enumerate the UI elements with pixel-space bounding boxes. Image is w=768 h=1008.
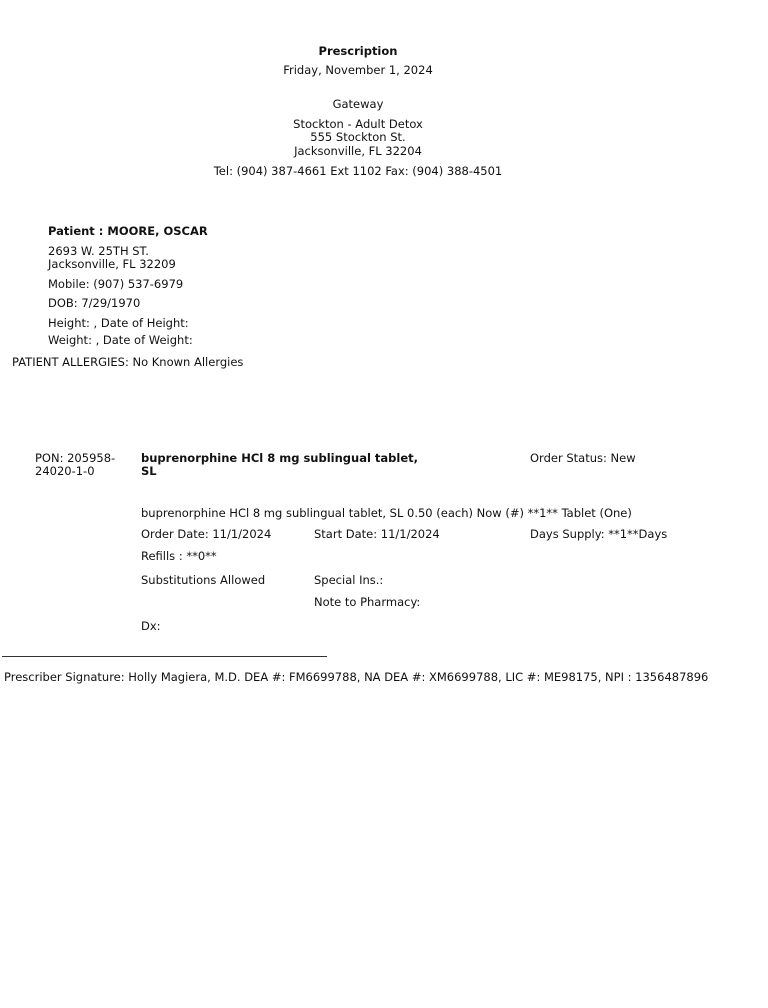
order-status: Order Status: New [530, 451, 636, 465]
pon-line1: PON: 205958- [35, 451, 116, 465]
start-date: Start Date: 11/1/2024 [314, 527, 440, 541]
patient-dob: DOB: 7/29/1970 [48, 296, 141, 310]
patient-name: Patient : MOORE, OSCAR [48, 224, 208, 238]
drug-name-line1: buprenorphine HCl 8 mg sublingual tablet, [141, 451, 419, 465]
facility-contact: Tel: (904) 387-4661 Ext 1102 Fax: (904) 388-4501 [213, 164, 503, 178]
prescriber-signature: Prescriber Signature: Holly Magiera, M.D. DEA #: FM6699788, NA DEA #: XM6699788, LIC #: ME98175, NPI : 1356487896 [4, 670, 709, 684]
patient-height: Height: , Date of Height: [48, 316, 189, 330]
special-instructions: Special Ins.: [314, 573, 384, 587]
order-sig: buprenorphine HCl 8 mg sublingual tablet, SL 0.50 (each) Now (#) **1** Tablet (One) [141, 506, 632, 520]
patient-address-line1: 2693 W. 25TH ST. [48, 244, 149, 258]
note-to-pharmacy: Note to Pharmacy: [314, 595, 421, 609]
pon-line2: 24020-1-0 [35, 464, 95, 478]
document-date: Friday, November 1, 2024 [283, 63, 433, 77]
organization-name: Gateway [332, 97, 384, 111]
refills: Refills : **0** [141, 549, 217, 563]
patient-address-line2: Jacksonville, FL 32209 [48, 257, 176, 271]
document-title: Prescription [318, 44, 398, 58]
drug-name-line2: SL [141, 464, 157, 478]
facility-address-line1: 555 Stockton St. [310, 130, 406, 144]
signature-line [2, 656, 327, 657]
patient-weight: Weight: , Date of Weight: [48, 333, 193, 347]
patient-allergies: PATIENT ALLERGIES: No Known Allergies [12, 355, 244, 369]
diagnosis: Dx: [141, 619, 161, 633]
facility-name: Stockton - Adult Detox [293, 117, 423, 131]
patient-mobile: Mobile: (907) 537-6979 [48, 277, 184, 291]
days-supply: Days Supply: **1**Days [530, 527, 668, 541]
substitutions: Substitutions Allowed [141, 573, 266, 587]
facility-address-line2: Jacksonville, FL 32204 [294, 144, 422, 158]
order-date: Order Date: 11/1/2024 [141, 527, 272, 541]
